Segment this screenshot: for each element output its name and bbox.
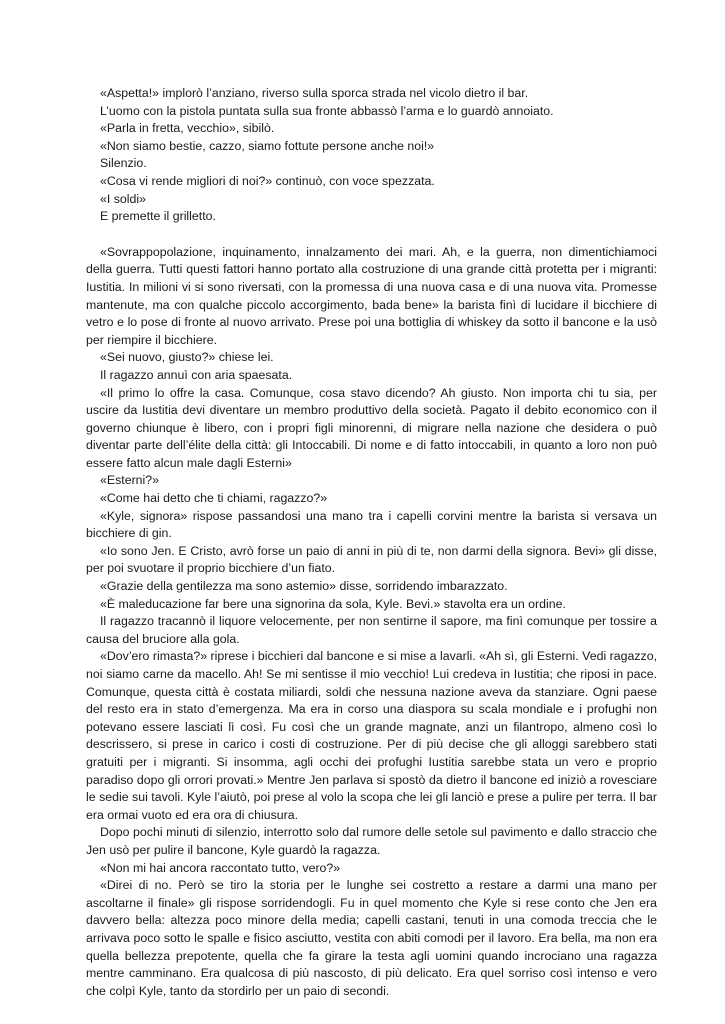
paragraph: L’uomo con la pistola puntata sulla sua fronte abbassò l’arma e lo guardò annoiato.	[100, 103, 554, 118]
section-spacer	[86, 226, 657, 244]
paragraph: Il ragazzo tracannò il liquore velocemente, per non sentirne il sapore, ma finì comunque per tossire a causa del bruciore alla gola.	[86, 614, 657, 646]
paragraph: «Come hai detto che ti chiami, ragazzo?»	[100, 491, 328, 506]
paragraph: Silenzio.	[100, 156, 147, 171]
paragraph: «I soldi»	[100, 191, 146, 206]
main-section	[86, 244, 657, 1001]
paragraph: «Direi di no. Però se tiro la storia per le lunghe sei costretto a restare a darmi una mano per ascoltarne il finale» gli rispose sorridendogli. Fu in quel momento che Kyle si rese conto che Jen era davvero bella: altezza poco minore della media; capelli castani, tenuti in una comoda treccia che le arrivava poco sotto le spalle e fisico asciutto, vestita con abiti comodi per il lavoro. Era bella, ma non era quella bellezza prepotente, quella che fa girare la testa agli uomini quando incrociano una ragazza mentre camminano. Era qualcosa di più nascosto, di più delicato. Era quel sorriso così intenso e vero che colpì Kyle, tanto da stordirlo per un paio di secondi.	[86, 878, 657, 998]
paragraph: «È maleducazione far bere una signorina da sola, Kyle. Bevi.» stavolta era un ordine.	[100, 596, 566, 611]
paragraph: «Aspetta!» implorò l’anziano, riverso sulla sporca strada nel vicolo dietro il bar.	[100, 86, 529, 100]
paragraph: «Il primo lo offre la casa. Comunque, cosa stavo dicendo? Ah giusto. Non importa chi tu sia, per uscire da Iustitia devi diventare un membro produttivo della società. Pagato il debito economico con il governo chiunque è libero, con i propri figli minorenni, di migrare nella nazione che desidera o può diventar parte dell’élite della città: gli Intoccabili. Di nome e di fatto intoccabili, in quanto a loro non può essere fatto alcun male dagli Esterni»	[86, 385, 657, 470]
paragraph: «Sei nuovo, giusto?» chiese lei.	[100, 350, 274, 365]
paragraph: Dopo pochi minuti di silenzio, interrotto solo dal rumore delle setole sul pavimento e dallo straccio che Jen usò per pulire il bancone, Kyle guardò la ragazza.	[86, 825, 657, 857]
paragraph: «Grazie della gentilezza ma sono astemio» disse, sorridendo imbarazzato.	[100, 579, 508, 594]
paragraph: «Non siamo bestie, cazzo, siamo fottute persone anche noi!»	[100, 138, 435, 153]
paragraph: «Non mi hai ancora raccontato tutto, vero?»	[100, 860, 341, 875]
paragraph: E premette il grilletto.	[100, 209, 216, 224]
document-page	[86, 85, 657, 1000]
paragraph: «Io sono Jen. E Cristo, avrò forse un paio di anni in più di te, non darmi della signora. Bevi» gli disse, per poi svuotare il proprio bicchiere d’un fiato.	[86, 543, 657, 576]
paragraph: «Dov’ero rimasta?» riprese i bicchieri dal bancone e si mise a lavarli. «Ah sì, gli Esterni. Vedi ragazzo, noi siamo carne da macello. Ah! Se mi sentisse il mio vecchio! Lui credeva in Iustitia; che riposi in pace. Comunque, questa città è costata miliardi, soldi che nessuna nazione aveva da stanziare. Ogni paese del resto era in stato d’emergenza. Ma era in corso una diaspora su scala mondiale e i profughi non potevano essere lasciati lì così. Fu così che un grande magnate, anzi un filantropo, almeno così lo descrissero, si prese in carico i costi di costruzione. Per di più decise che gli alloggi sarebbero stati gratuiti per i migranti. Si insomma, agli occhi dei profughi Iustitia sarebbe stata un vero e proprio paradiso dopo gli orrori provati.» Mentre Jen parlava si spostò da dietro il bancone ed iniziò a rovesciare le sedie sui tavoli. Kyle l’aiutò, poi prese al volo la scopa che lei gli lanciò e prese a pulire per terra. Il bar era ormai vuoto ed era ora di chiusura.	[86, 649, 657, 822]
paragraph: Il ragazzo annuì con aria spaesata.	[100, 367, 293, 382]
prologue-section	[86, 85, 657, 226]
paragraph: «Esterni?»	[100, 473, 160, 488]
paragraph: «Cosa vi rende migliori di noi?» continuò, con voce spezzata.	[100, 173, 435, 188]
paragraph: «Sovrappopolazione, inquinamento, innalzamento dei mari. Ah, e la guerra, non dimentichiamoci della guerra. Tutti questi fattori hanno portato alla costruzione di una grande città protetta per i migranti: Iustitia. In milioni vi si sono riversati, con la promessa di una nuova casa e di una nuova vita. Promesse mantenute, ma con qualche piccolo accorgimento, bada bene» la barista finì di lucidare il bicchiere di vetro e lo pose di fronte al nuovo arrivato. Prese poi una bottiglia di whiskey da sotto il bancone e la usò per riempire il bicchiere.	[86, 244, 657, 347]
paragraph: «Parla in fretta, vecchio», sibilò.	[100, 121, 275, 136]
paragraph: «Kyle, signora» rispose passandosi una mano tra i capelli corvini mentre la barista si versava un bicchiere di gin.	[86, 508, 657, 541]
